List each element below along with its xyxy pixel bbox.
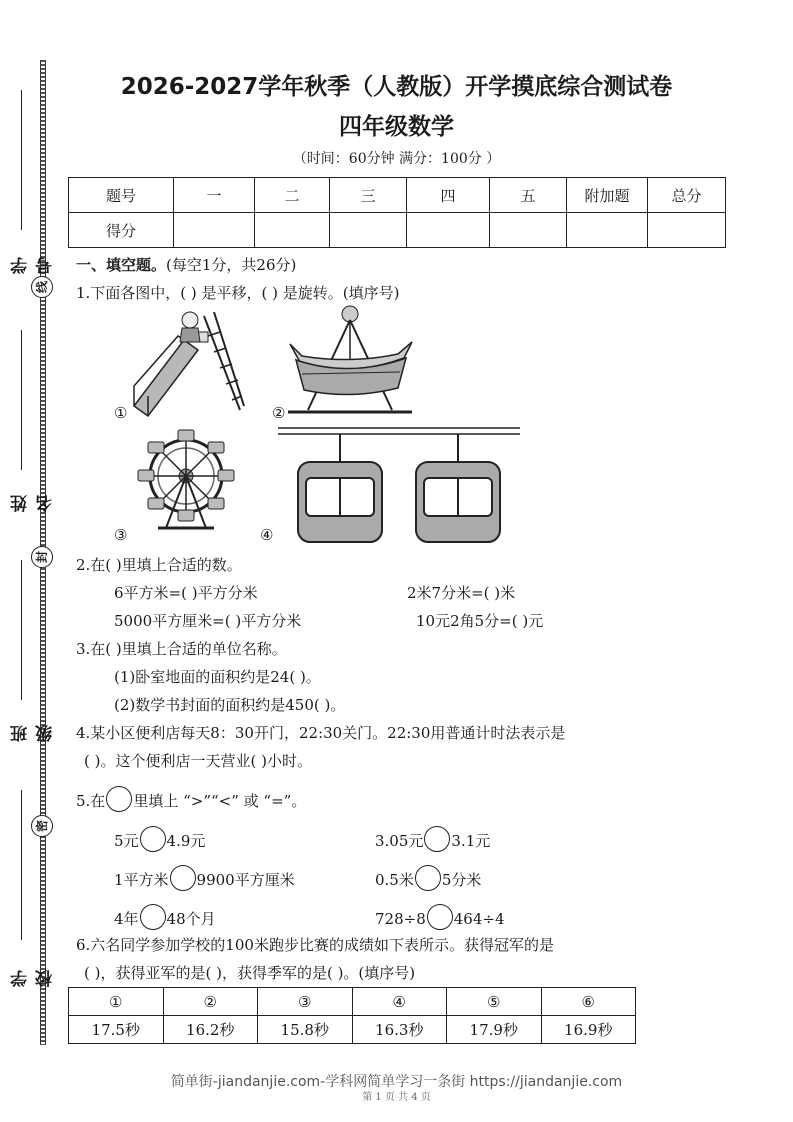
exam-subtitle: 四年级数学 xyxy=(339,114,454,140)
q5-left: 3.05元 xyxy=(375,832,424,850)
score-table xyxy=(68,177,726,248)
race-time-cell: 17.9秒 xyxy=(447,1016,542,1044)
race-header-cell: ① xyxy=(69,988,164,1016)
answer-circle[interactable] xyxy=(140,826,166,852)
q5-right: 48个月 xyxy=(166,910,216,928)
q5-left: 0.5米 xyxy=(375,871,414,889)
q3-item-b: (2)数学书封面的面积约是450( )。 xyxy=(114,696,346,714)
answer-circle[interactable] xyxy=(424,826,450,852)
side-label-student-id: 学 号 xyxy=(11,249,56,275)
seal-feng: 封 xyxy=(31,546,53,568)
q2-item-c: 5000平方厘米=( )平方分米 xyxy=(114,612,302,630)
race-results-table xyxy=(68,987,636,1044)
q5-right: 3.1元 xyxy=(451,832,491,850)
section-1-header xyxy=(76,254,296,275)
race-time-cell: 15.8秒 xyxy=(258,1016,353,1044)
slide-illustration xyxy=(128,306,248,420)
score-table-score-row xyxy=(69,213,726,248)
score-header-cell: 题号 xyxy=(69,178,174,213)
q5-item xyxy=(375,865,481,891)
answer-circle[interactable] xyxy=(415,865,441,891)
figure-label-2: ② xyxy=(272,404,286,422)
page-number: 第 1 页 共 4 页 xyxy=(362,1092,431,1103)
ferris-wheel-illustration xyxy=(134,428,238,532)
answer-circle[interactable] xyxy=(140,904,166,930)
race-time-cell: 16.2秒 xyxy=(163,1016,258,1044)
score-header-cell: 五 xyxy=(490,178,567,213)
q5-left: 4年 xyxy=(114,910,139,928)
score-table-header-row xyxy=(69,178,726,213)
race-time-cell: 16.9秒 xyxy=(541,1016,636,1044)
score-cell[interactable] xyxy=(648,213,726,248)
side-rule-xuexiao xyxy=(21,790,22,940)
side-rule-xingming xyxy=(21,330,22,470)
q5-item xyxy=(114,826,205,852)
score-header-cell: 三 xyxy=(330,178,407,213)
score-cell[interactable] xyxy=(567,213,648,248)
q5-item xyxy=(114,865,295,891)
race-header-row xyxy=(69,988,636,1016)
q1-text: 1.下面各图中，( ) 是平移，( ) 是旋转。(填序号) xyxy=(76,284,400,302)
race-time-row xyxy=(69,1016,636,1044)
score-cell[interactable] xyxy=(407,213,490,248)
q5-item xyxy=(375,904,505,930)
q2-item-a: 6平方米=( )平方分米 xyxy=(114,584,258,602)
section-1-heading: 一、填空题。 xyxy=(76,256,167,274)
q5-right: 464÷4 xyxy=(453,910,505,928)
answer-circle[interactable] xyxy=(170,865,196,891)
comparison-circle-icon xyxy=(106,786,132,812)
figure-label-3: ③ xyxy=(114,526,128,544)
q5-item xyxy=(114,904,216,930)
q5-right: 5分米 xyxy=(441,871,482,889)
race-time-cell: 17.5秒 xyxy=(69,1016,164,1044)
q2-text: 2.在( )里填上合适的数。 xyxy=(76,556,242,574)
q3-item-a: (1)卧室地面的面积约是24( )。 xyxy=(114,668,321,686)
side-rule-banji xyxy=(21,560,22,700)
q5-post: 里填上 “>”“<” 或 “=”。 xyxy=(133,792,307,810)
cable-car-illustration xyxy=(278,424,522,544)
side-label-class: 班 级 xyxy=(11,717,56,743)
q4-line-1: 4.某小区便利店每天8：30开门，22:30关门。22:30用普通计时法表示是 xyxy=(76,724,566,742)
q5-text xyxy=(76,786,306,812)
score-header-cell: 二 xyxy=(255,178,330,213)
exam-info: （时间：60分钟 满分：100分 ） xyxy=(292,151,501,167)
q5-left: 5元 xyxy=(114,832,139,850)
q5-item xyxy=(375,826,490,852)
figure-label-4: ④ xyxy=(260,526,274,544)
q2-item-b: 2米7分米=( )米 xyxy=(407,584,516,602)
seal-mi: 密 xyxy=(31,815,53,837)
race-header-cell: ⑤ xyxy=(447,988,542,1016)
footer-watermark: 简单街-jiandanjie.com-学科网简单学习一条街 https://jiandanjie.com xyxy=(170,1074,623,1090)
side-label-school: 学 校 xyxy=(11,962,56,988)
race-header-cell: ⑥ xyxy=(541,988,636,1016)
side-label-name: 姓 名 xyxy=(11,487,56,513)
q5-right: 4.9元 xyxy=(166,832,206,850)
q5-left: 1平方米 xyxy=(114,871,169,889)
score-cell[interactable] xyxy=(330,213,407,248)
q5-left: 728÷8 xyxy=(375,910,426,928)
score-header-cell: 一 xyxy=(174,178,255,213)
q5-right: 9900平方厘米 xyxy=(196,871,295,889)
score-header-cell: 附加题 xyxy=(567,178,648,213)
q3-text: 3.在( )里填上合适的单位名称。 xyxy=(76,640,287,658)
pirate-ship-illustration xyxy=(286,304,416,420)
q6-line-2: ( )，获得亚军的是( )，获得季军的是( )。(填序号) xyxy=(84,964,416,982)
exam-title: 2026-2027学年秋季（人教版）开学摸底综合测试卷 xyxy=(120,74,673,100)
q2-item-d: 10元2角5分=( )元 xyxy=(416,612,544,630)
seal-xian: 线 xyxy=(31,276,53,298)
figure-label-1: ① xyxy=(114,404,128,422)
race-header-cell: ④ xyxy=(352,988,447,1016)
score-cell[interactable] xyxy=(255,213,330,248)
section-1-note: (每空1分，共26分) xyxy=(166,256,297,274)
score-cell[interactable] xyxy=(490,213,567,248)
race-header-cell: ③ xyxy=(258,988,353,1016)
race-header-cell: ② xyxy=(163,988,258,1016)
q5-pre: 5.在 xyxy=(76,792,106,810)
score-cell[interactable] xyxy=(174,213,255,248)
q6-line-1: 6.六名同学参加学校的100米跑步比赛的成绩如下表所示。获得冠军的是 xyxy=(76,936,554,954)
score-header-cell: 四 xyxy=(407,178,490,213)
score-header-cell: 总分 xyxy=(648,178,726,213)
q4-line-2: ( )。这个便利店一天营业( )小时。 xyxy=(84,752,312,770)
score-row-label: 得分 xyxy=(69,213,174,248)
answer-circle[interactable] xyxy=(427,904,453,930)
race-time-cell: 16.3秒 xyxy=(352,1016,447,1044)
